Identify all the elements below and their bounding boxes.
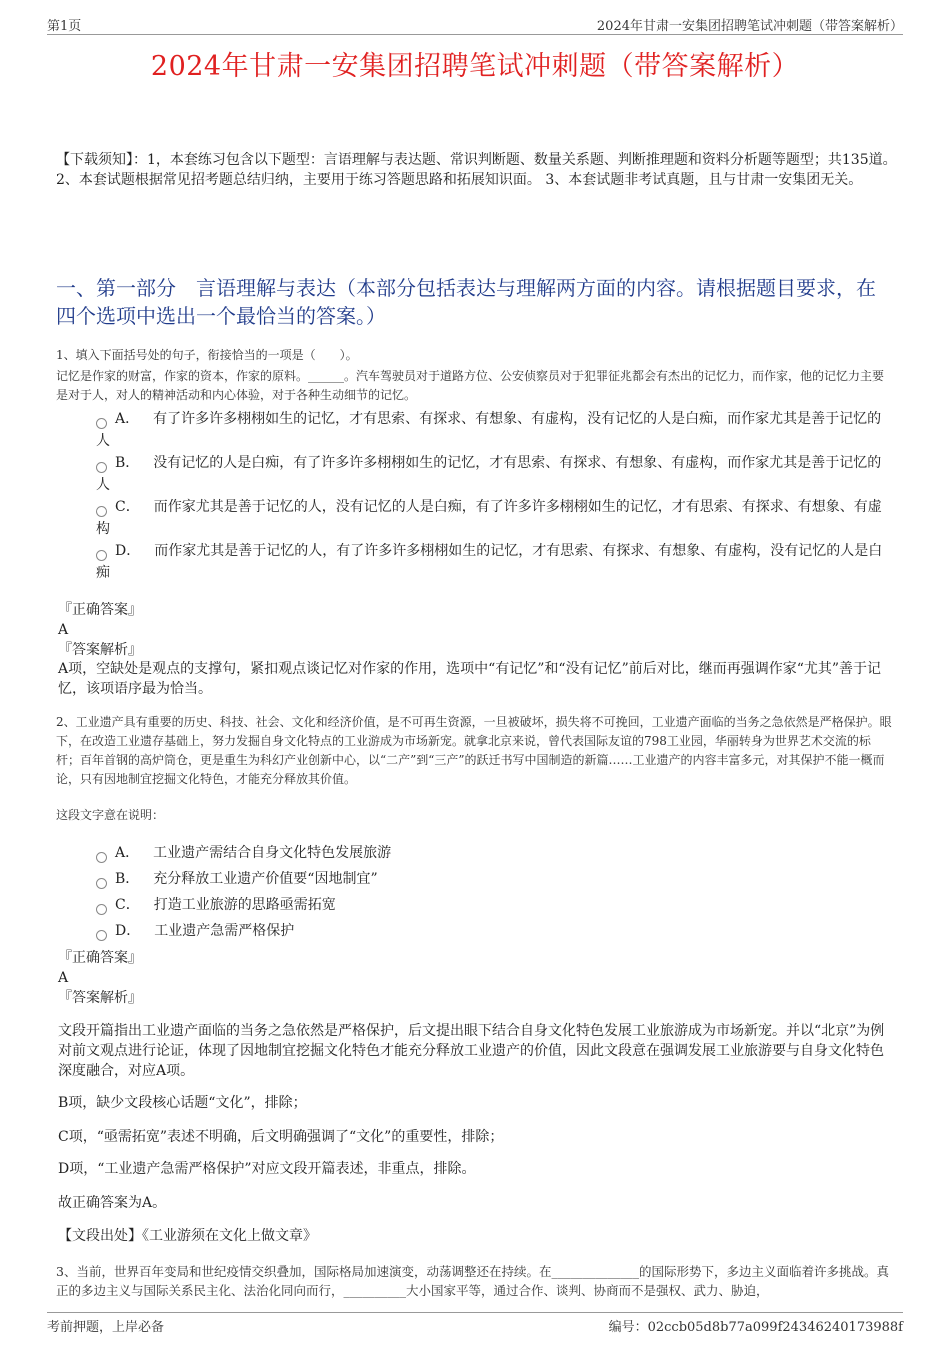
q2-conclusion: 故正确答案为A。: [58, 1195, 167, 1211]
document-title: 2024年甘肃一安集团招聘笔试冲刺题（带答案解析）: [150, 51, 800, 82]
q2-answer: A: [58, 970, 69, 986]
radio-icon[interactable]: [96, 506, 107, 517]
radio-icon[interactable]: [96, 878, 107, 889]
q1-option-c[interactable]: C． 而作家尤其是善于记忆的人，没有记忆的人是白痴，有了许多许多栩栩如生的记忆，才有思索、有探求、有想象、有虚构: [96, 499, 882, 537]
radio-icon[interactable]: [96, 462, 107, 473]
q2-option-a[interactable]: A． 工业遗产需结合自身文化特色发展旅游: [96, 842, 890, 864]
footer-slogan: 考前押题，上岸必备: [47, 1320, 165, 1335]
q2-analysis-d: D项，“工业遗产急需严格保护”对应文段开篇表述，非重点，排除。: [58, 1161, 476, 1177]
q2-analysis-heading: 『答案解析』: [58, 990, 142, 1006]
q2-passage: 2、工业遗产具有重要的历史、科技、社会、文化和经济价值，是不可再生资源，一旦被破坏，损失将不可挽回，工业遗产面临的当务之急依然是严格保护。眼下，在改造工业遗存基础上，努力发掘自身文化特点的工业游成为市场新宠。就拿北京来说，曾代表国际友谊的798工业园，华丽转身为世界艺术交流的标杆；百年首钢的高炉筒仓，更是重生为科幻产业创新中心，以“二产”到“三产”的跃迁书写中国制造的新篇……工业遗产的内容丰富多元，对其保护不能一概而论，只有因地制宜挖掘文化特色，才能充分释放其价值。: [56, 715, 892, 786]
q2-analysis: 文段开篇指出工业遗产面临的当务之急依然是严格保护，后文提出眼下结合自身文化特色发展工业旅游成为市场新宠。并以“北京”为例对前文观点进行论证，体现了因地制宜挖掘文化特色才能充分释放工业遗产的价值，因此文段意在强调发展工业旅游要与自身文化特色深度融合，对应A项。: [58, 1023, 885, 1079]
q1-option-a[interactable]: A． 有了许多许多栩栩如生的记忆，才有思索、有探求、有想象、有虚构，没有记忆的人是白痴，而作家尤其是善于记忆的人: [96, 411, 882, 449]
q2-analysis-c: C项，“亟需拓宽”表述不明确，后文明确强调了“文化”的重要性，排除；: [58, 1129, 504, 1145]
q3-passage: 3、当前，世界百年变局和世纪疫情交织叠加，国际格局加速演变，动荡调整还在持续。在______________的国际形势下，多边主义面临着许多挑战。真正的多边主义与国际关系民主化、法治化同向而行，__________大小国家平等，通过合作、谈判、协商而不是强权、武力、胁迫，: [56, 1264, 889, 1298]
q2-stem: 这段文字意在说明：: [56, 808, 165, 822]
q1-answer: A: [58, 622, 69, 638]
q1-analysis: A项，空缺处是观点的支撑句，紧扣观点谈记忆对作家的作用，选项中“有记忆”和“没有记忆”前后对比，继而再强调作家“尤其”善于记忆，该项语序最为恰当。: [58, 661, 882, 697]
page-footer: [47, 1312, 903, 1335]
q2-analysis-b: B项，缺少文段核心话题“文化”，排除；: [58, 1095, 307, 1111]
footer-code: 编号：02ccb05d8b77a099f24346240173988f: [608, 1320, 903, 1335]
header-doc-title: 2024年甘肃一安集团招聘笔试冲刺题（带答案解析）: [596, 19, 903, 34]
section-heading: 一、第一部分 言语理解与表达（本部分包括表达与理解两方面的内容。请根据题目要求，在四个选项中选出一个最恰当的答案。）: [56, 276, 876, 328]
q1-option-d[interactable]: D． 而作家尤其是善于记忆的人，有了许多许多栩栩如生的记忆，才有思索、有探求、有想象、有虚构，没有记忆的人是白痴: [96, 543, 883, 581]
page-header: [47, 12, 903, 35]
q1-answer-heading: 『正确答案』: [58, 602, 142, 618]
download-notice: 【下载须知】：1，本套练习包含以下题型：言语理解与表达题、常识判断题、数量关系题、判断推理题和资料分析题等题型；共135道。 2、本套试题根据常见招考题总结归纳，主要用于练习答题思路和拓展知识面。 3、本套试题非考试真题，且与甘肃一安集团无关。: [56, 152, 897, 188]
q1-passage: 记忆是作家的财富，作家的资本，作家的原料。______。汽车驾驶员对于道路方位、公安侦察员对于犯罪征兆都会有杰出的记忆力，而作家，他的记忆力主要是对于人，对人的精神活动和内心体验，对于各种生动细节的记忆。: [56, 369, 885, 402]
q2-option-c[interactable]: C． 打造工业旅游的思路亟需拓宽: [96, 894, 890, 916]
q1-analysis-heading: 『答案解析』: [58, 642, 142, 658]
radio-icon[interactable]: [96, 550, 107, 561]
radio-icon[interactable]: [96, 418, 107, 429]
q2-source: 【文段出处】《工业游须在文化上做文章》: [58, 1228, 317, 1244]
q2-option-b[interactable]: B． 充分释放工业遗产价值要“因地制宜”: [96, 868, 890, 890]
radio-icon[interactable]: [96, 852, 107, 863]
q2-option-d[interactable]: D． 工业遗产急需严格保护: [96, 920, 890, 942]
radio-icon[interactable]: [96, 930, 107, 941]
q1-stem: 1、填入下面括号处的句子，衔接恰当的一项是（ ）。: [56, 348, 358, 362]
q1-option-b[interactable]: B． 没有记忆的人是白痴，有了许多许多栩栩如生的记忆，才有思索、有探求、有想象、有虚构，而作家尤其是善于记忆的人: [96, 455, 882, 493]
page-number: 第1页: [47, 19, 82, 34]
q2-answer-heading: 『正确答案』: [58, 950, 142, 966]
radio-icon[interactable]: [96, 904, 107, 915]
